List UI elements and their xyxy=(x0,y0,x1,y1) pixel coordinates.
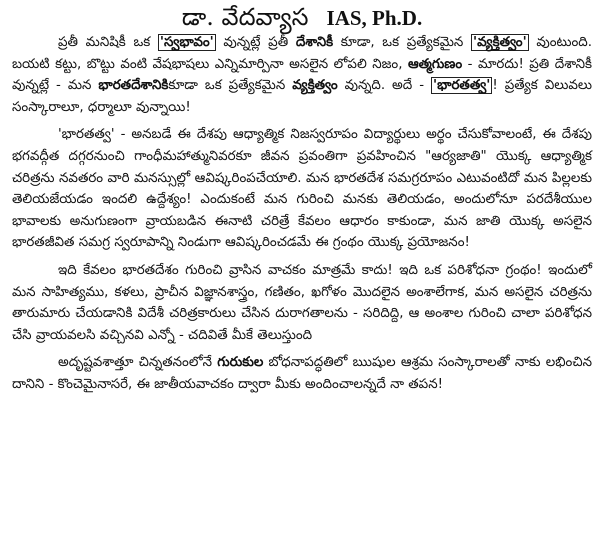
p1-text-3: వున్నట్లే ప్రతీ xyxy=(215,35,296,50)
p1-text-7: వుంటుంది. బయటి కట్టు, బొట్టు వంటి వేషభాషలు ఎన్నిమార్పినా అసలైన లోపలి నిజం, xyxy=(12,35,593,72)
p1-text-13: వున్నది. అదే - xyxy=(337,78,431,94)
paragraph-2: 'భారతత్వ' - అనబడే ఈ దేశపు ఆధ్యాత్మిక నిజస్వరూపం విద్యార్థులు అర్థం చేసుకోవాలంటే, ఈ దేశపు భగవద్గీత దగ్గరనుంచి గాంధీమహాత్మునివరకూ జీవన ప్రవంతిగా ప్రవహించిన "ఆర్యజాతి" యొక్క ఆధ్యాత్మిక చరిత్రను నవతరం వారి మనస్సుల్లో ఆవిష్కరింపచేయాలి. మన భారతదేశ సమగ్రరూపం ఎటువంటిదో మన పిల్లలకు తెలియజేయడం ఇందలి ఉద్దేశ్యం! ఎందుకంటే మన గురించి మనకు తెలియడం, అందులోనూ పరదేశీయుల భావాలకు అనుగుణంగా వ్రాయబడిన ఈనాటి చరిత్రే కేవలం ఆధారం కాకుండా, మన జాతి యొక్క అసలైన భారతజీవిత సమగ్ర స్వరూపాన్ని నిండుగా ఆవిష్కరించడమే ఈ గ్రంథం యొక్క ప్రయోజనం! xyxy=(12,127,592,251)
paragraph-3: ఇది కేవలం భారతదేశం గురించి వ్రాసిన వాచకం మాత్రమే కాదు! ఇది ఒక పరిశోధనా గ్రంథం! ఇందులో మన సాహిత్యము, కళలు, ప్రాచీన విజ్ఞానశాస్త్రం, గణితం, ఖగోళం మొదలైన అంశాలేగాక, మన అసలైన చరిత్రను తారుమారు చేయడానికి విదేశీ చరిత్రకారులు చేసిన దురాగతాలను - సరిదిద్ది, ఆ అంశాల గురించి చాలా పరిశోధన చేసి వ్రాయవలసి వచ్చినవి ఎన్నో - చదివితే మీకే తెలుస్తుంది xyxy=(12,262,592,343)
p1-term-vyaktitvam: 'వ్యక్తిత్వం' xyxy=(473,35,527,50)
p1-text-5: కూడా, ఒక ప్రత్యేకమైన xyxy=(333,35,472,50)
p1-text-15: ! ప్రత్యేక విలువలు సంస్కారాలూ, ధర్మాలూ వున్నాయి! xyxy=(12,78,593,115)
paragraph-1 xyxy=(12,32,592,118)
p1-text-9: - మారదు! ప్రతి దేశానికీ వున్నట్లే - మన xyxy=(12,56,592,94)
p1-text-1: ప్రతీ మనిషికీ ఒక xyxy=(58,35,158,50)
p1-term-bharatadesaniki: భారతదేశానికి xyxy=(98,78,169,94)
p1-term-atmagunam: ఆత్మగుణం xyxy=(407,56,463,72)
author-name: డా. వేదవ్యాస xyxy=(181,3,309,31)
p1-term-bharatatva: 'భారతత్వ' xyxy=(433,78,491,94)
p4-text-3: బోధనాపద్ధతిలో ఋషుల ఆశ్రమ సంస్కారాలతో నాకు లభించిన దానిని - కొంచెమైనాసరే, ఈ జాతీయవాచకం ద్వారా మీకు అందించాలన్నదే నా తపన! xyxy=(12,355,592,392)
author-credentials: IAS, Ph.D. xyxy=(326,6,423,30)
p1-term-desaniki: దేశానికీ xyxy=(295,35,334,50)
paragraph-4 xyxy=(12,352,592,395)
p1-term-vyaktitvam-2: వ్యక్తిత్వం xyxy=(292,78,338,94)
p4-text-1: అదృష్టవశాత్తూ చిన్నతనంలోనే xyxy=(58,355,218,371)
p1-text-11: కూడా ఒక ప్రత్యేకమైన xyxy=(168,78,293,94)
document-header xyxy=(12,2,592,32)
p1-term-svabhavam: 'స్వభావం' xyxy=(159,35,214,50)
p4-term-gurukula: గురుకుల xyxy=(217,355,264,371)
